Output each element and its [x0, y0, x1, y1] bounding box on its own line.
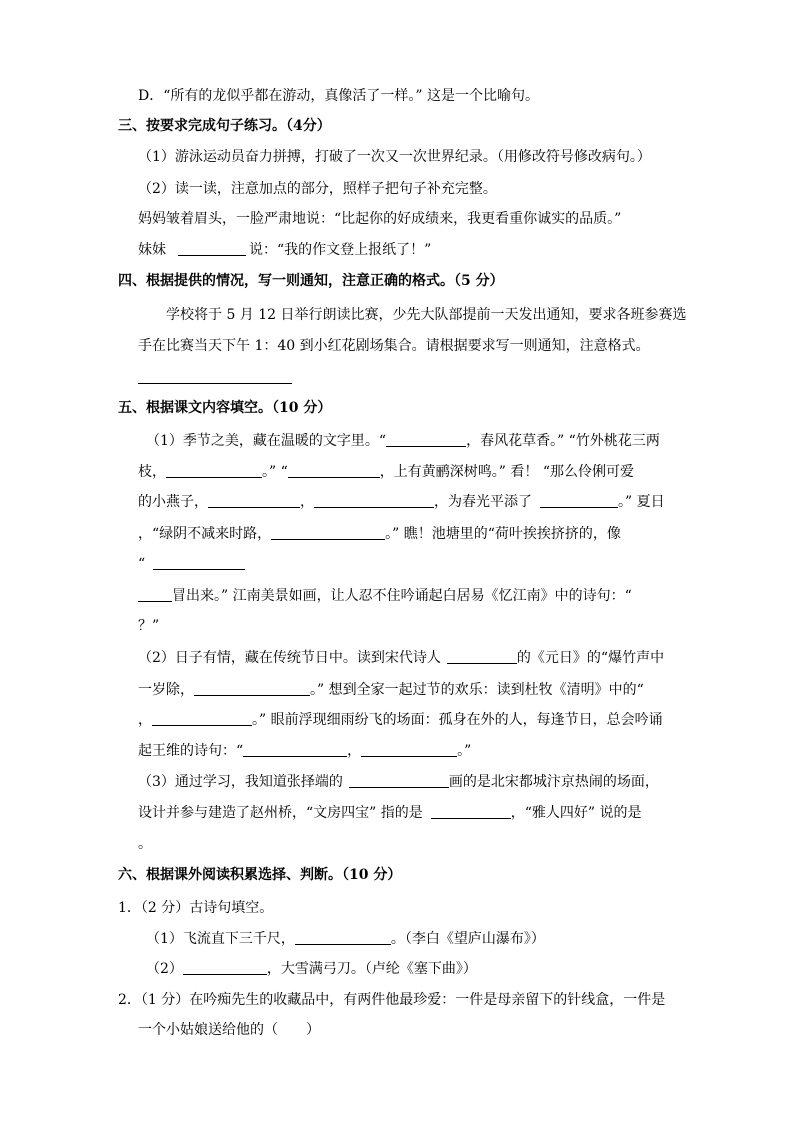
section-3-title: 三、按要求完成句子练习。（4分）: [118, 118, 331, 134]
answer-blank[interactable]: [349, 773, 449, 788]
text-segment: 的《元日》的“爆竹声中: [516, 650, 665, 666]
q3-2-answer-end: 说：“我的作文登上报纸了！”: [249, 242, 432, 258]
q5-1-line-4: [138, 524, 621, 544]
answer-blank[interactable]: [314, 493, 434, 508]
q5-2-line-3: [138, 710, 663, 730]
answer-blank[interactable]: [138, 369, 292, 384]
text-segment: ，: [347, 743, 362, 759]
text-segment: 的小燕子，: [138, 494, 208, 510]
q3-1-text: （1）游泳运动员奋力拼搏，打破了一次又一次世界纪录。（用修改符号修改病句。）: [138, 149, 651, 165]
q3-1: [138, 147, 651, 167]
q5-3-line-1: [138, 772, 659, 792]
text-segment: 冒出来。” 江南美景如画，让人忍不住吟诵起白居易《忆江南》中的诗句：“: [172, 588, 632, 604]
q6-2-cont: [138, 1020, 320, 1040]
q5-1-line-3: [138, 492, 665, 512]
text-segment: （1）飞流直下三千尺，: [146, 931, 295, 947]
answer-blank[interactable]: [540, 493, 618, 508]
text-segment: 。” 想到全家一起过节的欢乐：读到杜牧《清明》中的“: [310, 682, 644, 698]
text-segment: ？”: [138, 618, 160, 634]
q3-2-text: （2）读一读，注意加点的部分，照样子把句子补充完整。: [138, 181, 497, 197]
q6-2-text: 2．（1 分）在吟痴先生的收藏品中，有两件他最珍爱：一件是母亲留下的针线盒，一件是: [118, 992, 666, 1008]
q6-1: [118, 898, 273, 918]
section-6-heading: [118, 865, 401, 885]
q6-2: [118, 990, 665, 1010]
answer-blank[interactable]: [166, 463, 262, 478]
text-segment: 枝，: [138, 464, 166, 480]
q5-2-line-1: [138, 648, 664, 668]
answer-blank[interactable]: [431, 804, 511, 819]
text-segment: 。: [138, 836, 152, 852]
answer-blank[interactable]: [138, 587, 172, 602]
section-3-heading: [118, 116, 331, 136]
text-segment: 。（李白《望庐山瀑布》）: [390, 931, 545, 947]
q5-1-line-7: [138, 616, 159, 636]
text-segment: 起王维的诗句：“: [138, 743, 244, 759]
answer-blank[interactable]: [447, 649, 517, 664]
q6-2-cont-text: 一个小姑娘送给他的（ ）: [138, 1022, 320, 1038]
text-segment: （1）季节之美，藏在温暖的文字里。“: [146, 433, 387, 449]
answer-blank[interactable]: [243, 742, 347, 757]
q6-1-1: [146, 929, 545, 949]
answer-blank[interactable]: [152, 711, 252, 726]
q4-prompt-1: [166, 305, 687, 325]
answer-blank[interactable]: [208, 493, 300, 508]
answer-blank[interactable]: [153, 555, 245, 570]
text-segment: ，: [300, 494, 314, 510]
section-6-title: 六、根据课外阅读积累选择、判断。（10 分）: [118, 867, 402, 883]
text-segment: 一岁除，: [138, 682, 194, 698]
answer-blank[interactable]: [271, 525, 385, 540]
text-segment: ，: [138, 712, 152, 728]
text-segment: 。” 瞧！池塘里的“荷叶挨挨挤挤的，像: [385, 526, 621, 542]
q5-3-line-3: [138, 834, 152, 854]
text-segment: 。”: [457, 743, 472, 759]
q3-2-answer-start: 妹妹: [138, 242, 166, 258]
option-d: [138, 86, 539, 106]
q5-1-line-1: [146, 431, 660, 451]
text-segment: 设计并参与建造了赵州桥，“文房四宝” 指的是: [138, 805, 423, 821]
text-segment: 画的是北宋都城汴京热闹的场面，: [448, 774, 659, 790]
q5-3-line-2: [138, 803, 642, 823]
q6-1-text: 1．（2 分）古诗句填空。: [118, 900, 274, 916]
section-5-heading: [118, 398, 331, 418]
answer-blank[interactable]: [178, 241, 246, 256]
q3-2: [138, 179, 497, 199]
option-d-text: D．“所有的龙似乎都在游动，真像活了一样。” 这是一个比喻句。: [138, 88, 539, 104]
q5-2-line-2: [138, 680, 644, 700]
answer-blank[interactable]: [361, 742, 457, 757]
answer-blank[interactable]: [183, 960, 267, 975]
text-segment: “: [138, 556, 146, 572]
section-4-title: 四、根据提供的情况，写一则通知，注意正确的格式。（5 分）: [118, 273, 504, 289]
q3-2-answer: [138, 240, 431, 260]
text-segment: ，为春光平添了: [434, 494, 532, 510]
q5-1-line-5: [138, 554, 245, 574]
text-segment: ，“雅人四好” 说的是: [510, 805, 642, 821]
q3-2-example-text: 妈妈皱着眉头，一脸严肃地说：“比起你的好成绩来，我更看重你诚实的品质。”: [138, 211, 622, 227]
q5-2-line-4: [138, 741, 471, 761]
q5-1-line-6: [138, 586, 632, 606]
section-5-title: 五、根据课文内容填空。（10 分）: [118, 400, 332, 416]
answer-blank[interactable]: [194, 681, 310, 696]
q5-1-line-2: [138, 462, 634, 482]
text-segment: ，“绿阴不减来时路，: [138, 526, 272, 542]
q3-2-example: [138, 209, 621, 229]
section-4-heading: [118, 271, 504, 291]
text-segment: 。” 眼前浮现细雨纷飞的场面：孤身在外的人，每逢节日，总会吟诵: [252, 712, 663, 728]
text-segment: ，大雪满弓刀。（卢纶《塞下曲》）: [266, 961, 477, 977]
answer-blank[interactable]: [295, 930, 391, 945]
q4-prompt-2-text: 手在比赛当天下午 1：40 到小红花剧场集合。请根据要求写一则通知，注意格式。: [138, 338, 650, 354]
text-segment: （2）: [146, 961, 183, 977]
answer-blank[interactable]: [288, 463, 380, 478]
text-segment: （2）日子有情，藏在传统节日中。读到宋代诗人: [138, 650, 441, 666]
text-segment: （3）通过学习，我知道张择端的: [138, 774, 343, 790]
q4-prompt-2: [138, 336, 650, 356]
text-segment: ，春风花草香。” “竹外桃花三两: [466, 433, 660, 449]
text-segment: ，上有黄鹂深树鸣。” 看！ “那么伶俐可爱: [379, 464, 634, 480]
q4-prompt-1-text: 学校将于 5 月 12 日举行朗读比赛，少先大队部提前一天发出通知，要求各班参赛选: [166, 307, 687, 323]
answer-blank[interactable]: [386, 432, 466, 447]
text-segment: 。” 夏日: [618, 494, 665, 510]
q4-answer-line[interactable]: [138, 368, 292, 388]
q6-1-2: [146, 959, 477, 979]
text-segment: 。” “: [262, 464, 288, 480]
